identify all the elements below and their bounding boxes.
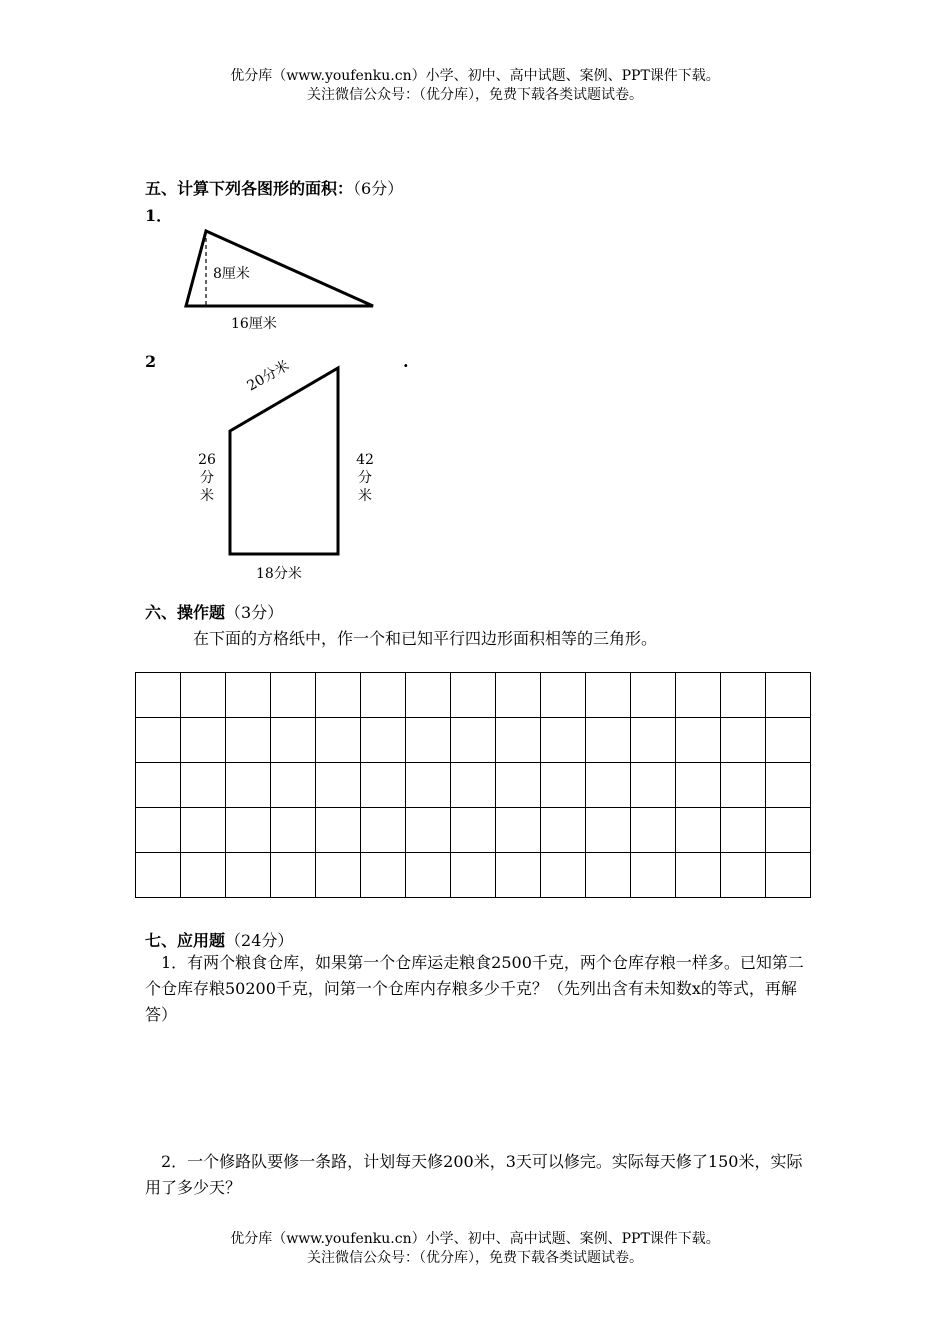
grid-cell[interactable] bbox=[496, 808, 541, 853]
grid-cell[interactable] bbox=[271, 763, 316, 808]
grid-cell[interactable] bbox=[496, 763, 541, 808]
grid-cell[interactable] bbox=[541, 718, 586, 763]
grid-cell[interactable] bbox=[631, 718, 676, 763]
grid-cell[interactable] bbox=[136, 853, 181, 898]
grid-cell[interactable] bbox=[676, 763, 721, 808]
grid-cell[interactable] bbox=[586, 763, 631, 808]
header-line-2: 关注微信公众号：（优分库），免费下载各类试题试卷。 bbox=[307, 87, 643, 103]
grid-cell[interactable] bbox=[586, 718, 631, 763]
grid-cell[interactable] bbox=[181, 718, 226, 763]
grid-cell[interactable] bbox=[451, 718, 496, 763]
grid-cell[interactable] bbox=[226, 853, 271, 898]
grid-cell[interactable] bbox=[451, 673, 496, 718]
section6-heading bbox=[145, 600, 283, 623]
right-label-number: 42 bbox=[356, 452, 374, 468]
grid-cell[interactable] bbox=[586, 673, 631, 718]
grid-cell[interactable] bbox=[361, 808, 406, 853]
q2-trailing-dot: . bbox=[403, 352, 409, 371]
trapezoid-shape bbox=[230, 368, 338, 554]
footer-line-1: 优分库（www.youfenku.cn）小学、初中、高中试题、案例、PPT课件下载。 bbox=[230, 1231, 720, 1247]
grid-cell[interactable] bbox=[361, 673, 406, 718]
section6-score: （3分） bbox=[225, 603, 284, 622]
left-label-number: 26 bbox=[198, 452, 216, 468]
left-label-unit-1: 分 bbox=[200, 470, 214, 486]
grid-cell[interactable] bbox=[676, 808, 721, 853]
grid-cell[interactable] bbox=[361, 763, 406, 808]
section5-title: 五、计算下列各图形的面积： bbox=[145, 179, 354, 198]
grid-cell[interactable] bbox=[316, 718, 361, 763]
grid-cell[interactable] bbox=[226, 763, 271, 808]
grid-cell[interactable] bbox=[721, 808, 766, 853]
trapezoid-bottom-label: 18分米 bbox=[256, 566, 302, 582]
grid-cell[interactable] bbox=[541, 853, 586, 898]
grid-row bbox=[136, 853, 811, 898]
grid-cell[interactable] bbox=[496, 853, 541, 898]
grid-row bbox=[136, 763, 811, 808]
grid-cell[interactable] bbox=[406, 673, 451, 718]
grid-cell[interactable] bbox=[631, 808, 676, 853]
grid-cell[interactable] bbox=[136, 673, 181, 718]
grid-cell[interactable] bbox=[406, 808, 451, 853]
grid-cell[interactable] bbox=[406, 763, 451, 808]
grid-cell[interactable] bbox=[766, 718, 811, 763]
trapezoid-slant-label: 20分米 bbox=[244, 357, 293, 395]
right-label-unit-2: 米 bbox=[358, 488, 372, 504]
trapezoid-right-label bbox=[353, 451, 377, 505]
q2-number: 2 bbox=[145, 352, 157, 371]
grid-row bbox=[136, 808, 811, 853]
grid-cell[interactable] bbox=[451, 853, 496, 898]
grid-cell[interactable] bbox=[766, 808, 811, 853]
grid-cell[interactable] bbox=[316, 808, 361, 853]
section7-question-2: 2．一个修路队要修一条路，计划每天修200米，3天可以修完。实际每天修了150米，实际用了多少天？ bbox=[145, 1152, 803, 1197]
grid-cell[interactable] bbox=[541, 673, 586, 718]
grid-cell[interactable] bbox=[271, 718, 316, 763]
grid-cell[interactable] bbox=[271, 673, 316, 718]
grid-cell[interactable] bbox=[406, 853, 451, 898]
section5-score: （6分） bbox=[353, 179, 404, 198]
grid-cell[interactable] bbox=[721, 673, 766, 718]
left-label-unit-2: 米 bbox=[200, 488, 214, 504]
grid-cell[interactable] bbox=[271, 808, 316, 853]
grid-cell[interactable] bbox=[226, 718, 271, 763]
q1-number: 1． bbox=[145, 206, 173, 225]
section7-title: 七、应用题 bbox=[145, 931, 226, 950]
grid-cell[interactable] bbox=[721, 718, 766, 763]
grid-cell[interactable] bbox=[721, 853, 766, 898]
grid-cell[interactable] bbox=[676, 853, 721, 898]
grid-cell[interactable] bbox=[721, 763, 766, 808]
trapezoid-left-label bbox=[195, 451, 219, 505]
grid-cell[interactable] bbox=[271, 853, 316, 898]
grid-cell[interactable] bbox=[676, 718, 721, 763]
grid-cell[interactable] bbox=[406, 718, 451, 763]
grid-cell[interactable] bbox=[766, 853, 811, 898]
grid-row bbox=[136, 673, 811, 718]
grid-row bbox=[136, 718, 811, 763]
section7-score: （24分） bbox=[225, 931, 294, 950]
grid-cell[interactable] bbox=[136, 718, 181, 763]
grid-cell[interactable] bbox=[316, 763, 361, 808]
grid-cell[interactable] bbox=[631, 853, 676, 898]
grid-cell[interactable] bbox=[496, 718, 541, 763]
grid-cell[interactable] bbox=[451, 763, 496, 808]
grid-cell[interactable] bbox=[181, 853, 226, 898]
grid-cell[interactable] bbox=[316, 853, 361, 898]
right-label-unit-1: 分 bbox=[358, 470, 372, 486]
section7-question-1: 1．有两个粮食仓库，如果第一个仓库运走粮食2500千克，两个仓库存粮一样多。已知第二个仓库存粮50200千克，问第一个仓库内存粮多少千克？（先列出含有未知数x的等式，再解答） bbox=[145, 953, 804, 1024]
section6-instruction: 在下面的方格纸中，作一个和已知平行四边形面积相等的三角形。 bbox=[193, 629, 658, 648]
grid-cell[interactable] bbox=[361, 718, 406, 763]
graph-paper-grid[interactable] bbox=[135, 672, 811, 898]
triangle-base-label: 16厘米 bbox=[231, 316, 277, 332]
section6-title: 六、操作题 bbox=[145, 603, 226, 622]
grid-cell[interactable] bbox=[451, 808, 496, 853]
grid-cell[interactable] bbox=[631, 673, 676, 718]
grid-cell[interactable] bbox=[541, 808, 586, 853]
grid-cell[interactable] bbox=[586, 808, 631, 853]
header-line-1: 优分库（www.youfenku.cn）小学、初中、高中试题、案例、PPT课件下载。 bbox=[230, 68, 720, 84]
grid-cell[interactable] bbox=[226, 808, 271, 853]
page-footer bbox=[0, 1230, 950, 1268]
grid-cell[interactable] bbox=[541, 763, 586, 808]
grid-cell[interactable] bbox=[226, 673, 271, 718]
grid-cell[interactable] bbox=[496, 673, 541, 718]
triangle-height-label: 8厘米 bbox=[213, 266, 250, 282]
grid-cell[interactable] bbox=[631, 763, 676, 808]
section7-heading bbox=[145, 928, 293, 951]
grid-cell[interactable] bbox=[766, 673, 811, 718]
grid-cell[interactable] bbox=[361, 853, 406, 898]
grid-cell[interactable] bbox=[136, 763, 181, 808]
grid-cell[interactable] bbox=[181, 763, 226, 808]
grid-cell[interactable] bbox=[586, 853, 631, 898]
footer-line-2: 关注微信公众号：（优分库），免费下载各类试题试卷。 bbox=[307, 1250, 643, 1266]
grid-cell[interactable] bbox=[136, 808, 181, 853]
grid-cell[interactable] bbox=[181, 673, 226, 718]
grid-cell[interactable] bbox=[316, 673, 361, 718]
grid-cell[interactable] bbox=[676, 673, 721, 718]
grid-cell[interactable] bbox=[766, 763, 811, 808]
grid-cell[interactable] bbox=[181, 808, 226, 853]
